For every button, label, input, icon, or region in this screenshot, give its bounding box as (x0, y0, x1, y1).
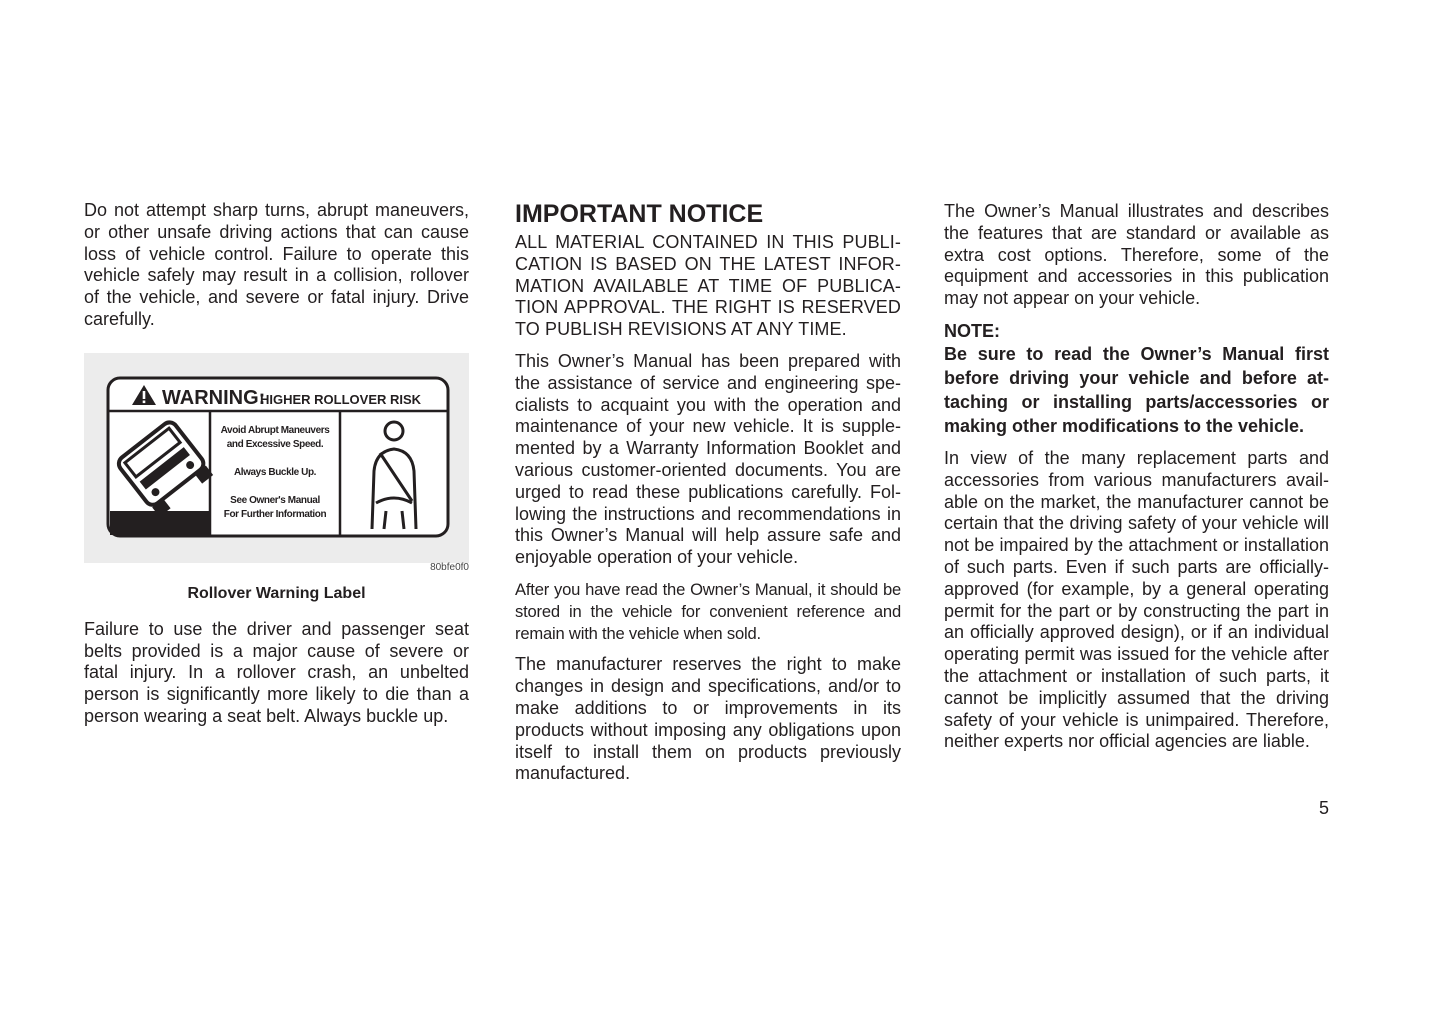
page-number: 5 (1318, 798, 1329, 818)
label-line-info: For Further Information (223, 508, 327, 520)
figure-caption: Rollover Warning Label (187, 584, 366, 602)
manufacturer-rights-paragraph: The manufacturer reserves the right to make changes in design and specifications, and/or to make additions to or improvements in its products without imposing any obligations upon itself to install them on products previously manufactured. (515, 654, 901, 784)
label-line-manual: See Owner's Manual (230, 494, 320, 506)
features-paragraph: The Owner’s Manual illustrates and describes the features that are standard or available as extra cost options. Therefore, some of the equipment and accessories in this publication may not appear on your vehicle. (944, 201, 1329, 309)
important-notice-heading: IMPORTANT NOTICE (515, 200, 764, 228)
label-line-avoid: Avoid Abrupt Maneuvers (220, 424, 330, 436)
rollover-caution-paragraph: Do not attempt sharp turns, abrupt maneuvers, or other unsafe driving actions that can cause loss of vehicle control. Failure to operate this vehicle safely may result in a collision, rollover of the vehicle, and severe or fatal injury. Drive carefully. (84, 200, 469, 329)
warning-label-illustration (84, 353, 469, 563)
rollover-warning-label-figure (84, 353, 469, 575)
right-column (944, 201, 1329, 753)
notice-caps-paragraph: ALL MATERIAL CONTAINED IN THIS PUBLI- CATION IS BASED ON THE LATEST INFOR- MATION AVAILABLE AT TIME OF PUBLICA- TION APPROVAL. THE RIGHT IS RESERVED TO PUBLISH REVISIONS AT ANY TIME. (515, 232, 901, 340)
replacement-parts-paragraph: In view of the many replacement parts and accessories from various manufacturers avail- able on the market, the manufacturer cannot be certain that the driving safety of your vehicle will not be impaired by the attachment or installation of such parts. Even if such parts are officially- approved (for example, by a general operating permit for the part or by constructing the part in an officially approved design), or if an individual operating permit was issued for the vehicle after the attachment or installation of such parts, it cannot be implicitly assumed that the driving safety of your vehicle is unimpaired. Therefore, neither experts nor official agencies are liable. (944, 447, 1329, 752)
warning-subtitle: HIGHER ROLLOVER RISK (260, 391, 422, 407)
note-text: Be sure to read the Owner’s Manual first before driving your vehicle and before at- taching or installing parts/accessories or making other modifications to the vehicle. (944, 343, 1329, 436)
manual-storage-paragraph: After you have read the Owner’s Manual, it should be stored in the vehicle for convenient reference and remain with the vehicle when sold. (515, 579, 901, 643)
figure-id: 80bfe0f0 (430, 561, 469, 573)
label-line-buckle: Always Buckle Up. (233, 466, 317, 478)
left-column (84, 200, 469, 728)
note-label: NOTE: (944, 320, 1000, 341)
seatbelt-paragraph: Failure to use the driver and passenger seat belts provided is a major cause of severe or fatal injury. In a rollover crash, an unbelted person is significantly more likely to die than a person wearing a seat belt. Always buckle up. (84, 618, 469, 726)
manual-purpose-paragraph: This Owner’s Manual has been prepared with the assistance of service and engineering spe- cialists to acquaint you with the operation and maintenance of your new vehicle. It is supple- mented by a Warranty Information Booklet and various customer-oriented documents. You are urged to read these publications carefully. Fol- lowing the instructions and recommendations in this Owner’s Manual will help assure safe and enjoyable operation of your vehicle. (515, 350, 901, 568)
label-line-speed: and Excessive Speed. (226, 438, 324, 450)
warning-title: WARNING: (162, 386, 266, 409)
middle-column (515, 200, 901, 785)
